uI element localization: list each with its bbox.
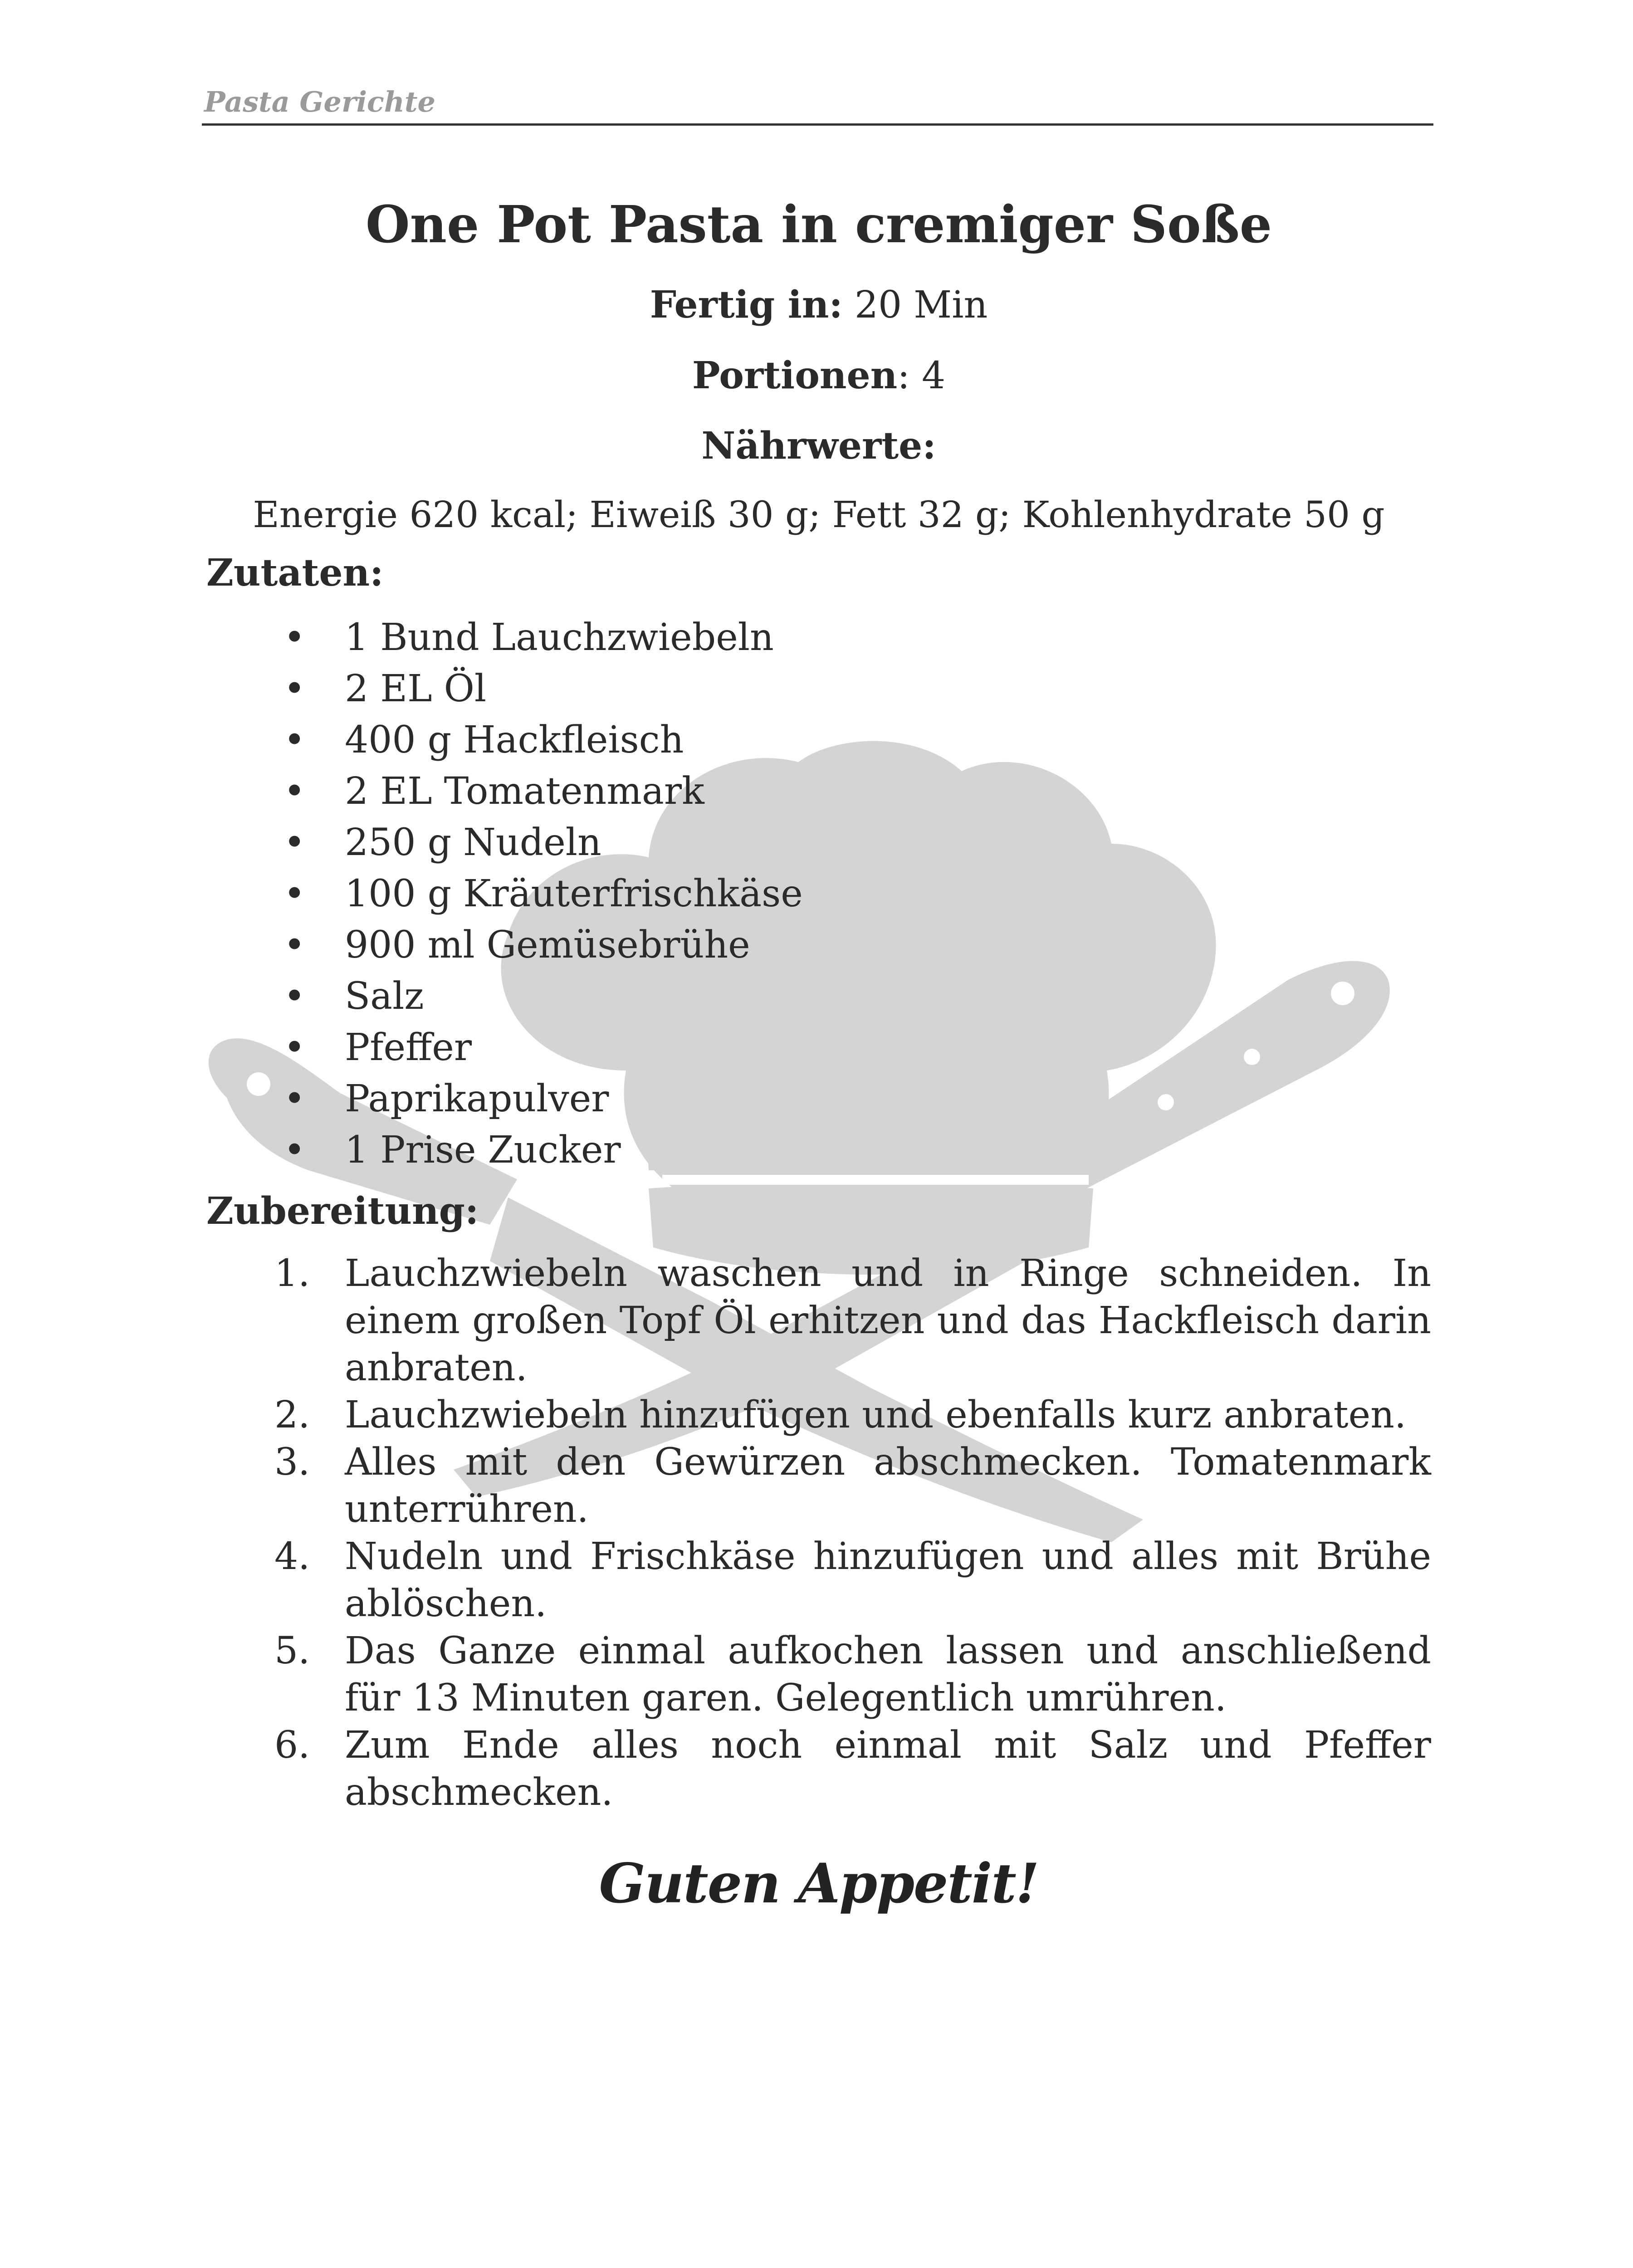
list-item [206,1124,1431,1176]
ingredient-text: 400 g Hackfleisch [345,718,684,762]
list-item [206,817,1431,868]
step-text: Nudeln und Frischkäse hinzufügen und alles mit Brühe ablöschen. [345,1535,1431,1625]
step-text: Lauchzwiebeln hinzufügen und ebenfalls kurz anbraten. [345,1393,1407,1437]
bullet-icon: • [284,1128,306,1172]
ingredients-list [206,612,1431,1176]
step-number: 4. [274,1535,310,1578]
step-number: 5. [274,1629,310,1672]
bullet-icon: • [284,923,306,967]
list-item [206,1392,1431,1439]
portions [206,352,1431,400]
list-item [206,919,1431,971]
list-item [206,1073,1431,1124]
bullet-icon: • [284,872,306,915]
ingredient-text: 2 EL Tomatenmark [345,769,704,813]
preparation-time [206,282,1431,329]
bullet-icon: • [284,616,306,659]
step-text: Zum Ende alles noch einmal mit Salz und Pfeffer abschmecken. [345,1723,1431,1814]
preparation-time-label: Fertig in: [650,283,843,327]
nutrition-values: Energie 620 kcal; Eiweiß 30 g; Fett 32 g; Kohlenhydrate 50 g [253,493,1385,536]
bullet-icon: • [284,974,306,1018]
nutrition-label: Nährwerte: [701,424,936,468]
ingredient-text: 100 g Kräuterfrischkäse [345,872,803,915]
list-item [206,714,1431,766]
recipe-title: One Pot Pasta in cremiger Soße [365,195,1272,254]
ingredient-text: Paprikapulver [345,1077,609,1120]
ingredient-text: 2 EL Öl [345,667,487,710]
list-item [206,766,1431,817]
step-text: Alles mit den Gewürzen abschmecken. Tomatenmark unterrühren. [345,1440,1431,1531]
ingredient-text: Salz [345,974,424,1018]
steps-heading: Zubereitung: [206,1189,479,1233]
ingredient-text: 250 g Nudeln [345,821,601,864]
bullet-icon: • [284,821,306,864]
portions-value: : 4 [897,354,946,397]
step-text: Lauchzwiebeln waschen und in Ringe schneiden. In einem großen Topf Öl erhitzen und das Hackfleisch darin anbraten. [345,1251,1431,1389]
list-item [206,868,1431,919]
list-item [206,1722,1431,1816]
running-header: Pasta Gerichte [204,85,435,118]
preparation-time-value: 20 Min [842,284,988,327]
portions-label: Portionen [692,353,898,397]
step-number: 2. [274,1393,310,1437]
bullet-icon: • [284,769,306,813]
list-item [206,663,1431,714]
step-text: Das Ganze einmal aufkochen lassen und anschließend für 13 Minuten garen. Gelegentlich umrühren. [345,1629,1431,1720]
list-item [206,1533,1431,1628]
closing-greeting: Guten Appetit! [599,1851,1039,1916]
ingredients-heading: Zutaten: [206,551,384,595]
list-item [206,1250,1431,1392]
nutrition-heading [206,423,1431,470]
bullet-icon: • [284,667,306,710]
step-number: 3. [274,1440,310,1484]
ingredient-text: 1 Prise Zucker [345,1128,621,1172]
step-number: 1. [274,1251,310,1295]
ingredient-text: 1 Bund Lauchzwiebeln [345,616,774,659]
bullet-icon: • [284,1026,306,1069]
step-number: 6. [274,1723,310,1767]
header-rule [202,123,1433,126]
recipe-content [206,195,1431,1916]
steps-list [206,1250,1431,1816]
list-item [206,971,1431,1022]
bullet-icon: • [284,718,306,762]
bullet-icon: • [284,1077,306,1120]
list-item [206,1439,1431,1533]
list-item [206,612,1431,663]
list-item [206,1628,1431,1722]
list-item [206,1022,1431,1073]
ingredient-text: Pfeffer [345,1026,472,1069]
ingredient-text: 900 ml Gemüsebrühe [345,923,750,967]
